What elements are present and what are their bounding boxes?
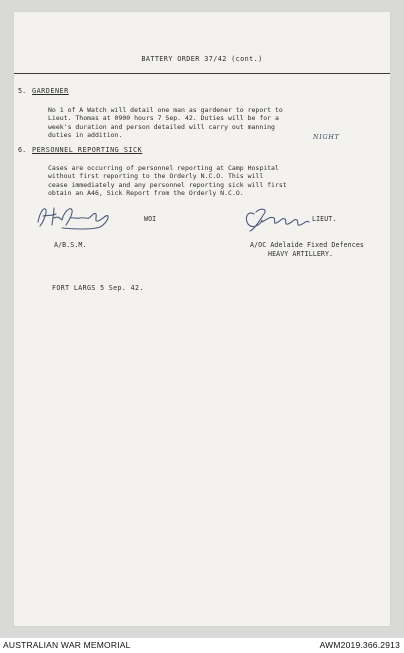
- section-6-number: 6.: [18, 146, 27, 154]
- right-signatory-title-line1: A/OC Adelaide Fixed Defences: [250, 241, 364, 249]
- left-signatory-rank: WOI: [144, 215, 157, 223]
- section-6-header: [18, 146, 142, 154]
- section-5-header: [18, 87, 69, 95]
- section-5-number: 5.: [18, 87, 27, 95]
- section-6-line: cease immediately and any personnel reporting sick will first: [48, 180, 287, 189]
- place-and-date: FORT LARGS 5 Sep. 42.: [52, 284, 144, 292]
- section-5-title: GARDENER: [32, 87, 69, 95]
- document-page: [14, 12, 390, 626]
- section-6-body: [48, 164, 287, 198]
- section-5-line: No 1 of A Watch will detail one man as gardener to report to: [48, 106, 283, 114]
- section-5-line: duties in addition.: [48, 131, 123, 140]
- right-signatory-rank: LIEUT.: [312, 215, 337, 223]
- heading-divider: [14, 73, 390, 74]
- footer-accession-number: AWM2019.366.2913: [319, 640, 400, 650]
- left-handwritten-signature: [32, 198, 116, 232]
- section-5-line: week's duration and person detailed will carry out manning: [48, 122, 275, 131]
- section-5-body: [48, 106, 283, 140]
- right-signatory-title-line2: HEAVY ARTILLERY.: [268, 250, 334, 258]
- section-5-line: Lieut. Thomas at 0900 hours 7 Sep. 42. Duties will be for a: [48, 114, 279, 123]
- handwritten-night-insert: NIGHT: [313, 133, 340, 141]
- footer-institution: AUSTRALIAN WAR MEMORIAL: [3, 640, 131, 650]
- section-6-line: Cases are occurring of personnel reporting at Camp Hospital: [48, 164, 279, 172]
- section-6-line: obtain an A46, Sick Report from the Orderly N.C.O.: [48, 189, 244, 198]
- right-handwritten-signature: [240, 202, 320, 234]
- order-heading: BATTERY ORDER 37/42 (cont.): [141, 55, 263, 63]
- section-6-line: without first reporting to the Orderly N.C.O. This will: [48, 172, 264, 181]
- left-signatory-title: A/B.S.M.: [54, 241, 87, 249]
- section-6-title: PERSONNEL REPORTING SICK: [32, 146, 143, 154]
